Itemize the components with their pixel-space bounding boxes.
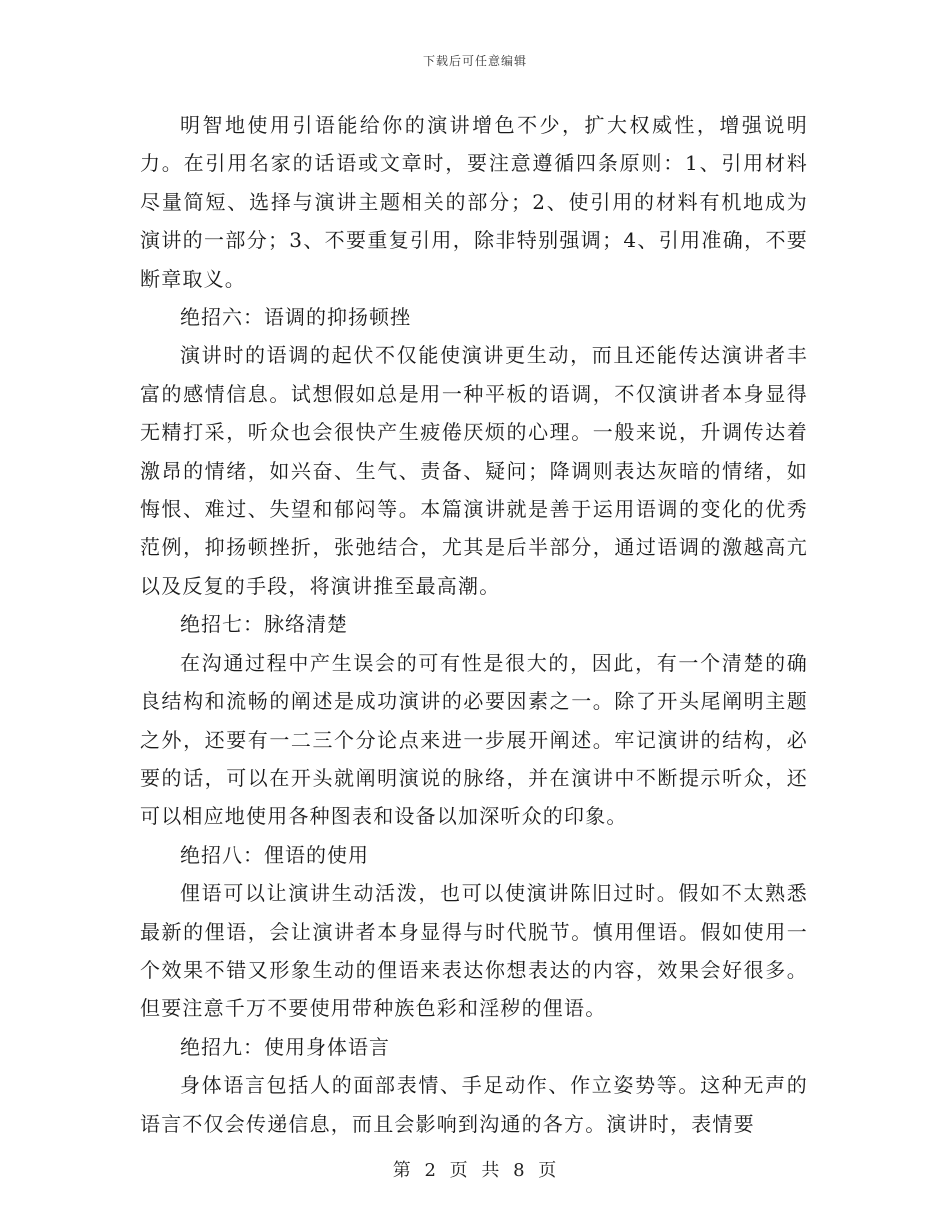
- paragraph-body-language: 身体语言包括人的面部表情、手足动作、作立姿势等。这种无声的语言不仅会传递信息，而且会影响到沟通的各方。演讲时，表情要: [140, 1073, 808, 1136]
- paragraph-quotations: 明智地使用引语能给你的演讲增色不少，扩大权威性，增强说明力。在引用名家的话语或文章时，要注意遵循四条原则：1、引用材料尽量简短、选择与演讲主题相关的部分；2、使引用的材料有机地成为演讲的一部分；3、不要重复引用，除非特别强调；4、引用准确，不要断章取义。: [140, 113, 808, 291]
- section-heading-6: 绝招六：语调的抑扬顿挫: [180, 305, 411, 330]
- page-number-footer: 第 2 页 共 8 页: [392, 1160, 558, 1181]
- paragraph-structure: 在沟通过程中产生误会的可有性是很大的，因此，有一个清楚的确良结构和流畅的阐述是成功演讲的必要因素之一。除了开头尾阐明主题之外，还要有一二三个分论点来进一步展开阐述。牢记演讲的结构，必要的话，可以在开头就阐明演说的脉络，并在演讲中不断提示听众，还可以相应地使用各种图表和设备以加深听众的印象。: [140, 650, 808, 829]
- document-body: [140, 106, 808, 1143]
- section-heading-7: 绝招七：脉络清楚: [180, 612, 348, 637]
- paragraph-intonation: 演讲时的语调的起伏不仅能使演讲更生动，而且还能传达演讲者丰富的感情信息。试想假如总是用一种平板的语调，不仅演讲者本身显得无精打采，听众也会很快产生疲倦厌烦的心理。一般来说，升调传达着激昂的情绪，如兴奋、生气、责备、疑问；降调则表达灰暗的情绪，如悔恨、难过、失望和郁闷等。本篇演讲就是善于运用语调的变化的优秀范例，抑扬顿挫折，张弛结合，尤其是后半部分，通过语调的激越高亢以及反复的手段，将演讲推至最高潮。: [140, 343, 808, 598]
- section-heading-9: 绝招九：使用身体语言: [180, 1034, 390, 1059]
- section-heading-8: 绝招八：俚语的使用: [180, 842, 369, 867]
- paragraph-slang: 俚语可以让演讲生动活泼，也可以使演讲陈旧过时。假如不太熟悉最新的俚语，会让演讲者本身显得与时代脱节。慎用俚语。假如使用一个效果不错又形象生动的俚语来表达你想表达的内容，效果会好很多。但要注意千万不要使用带种族色彩和淫秽的俚语。: [140, 881, 808, 1021]
- page-header-note: 下载后可任意编辑: [422, 54, 527, 68]
